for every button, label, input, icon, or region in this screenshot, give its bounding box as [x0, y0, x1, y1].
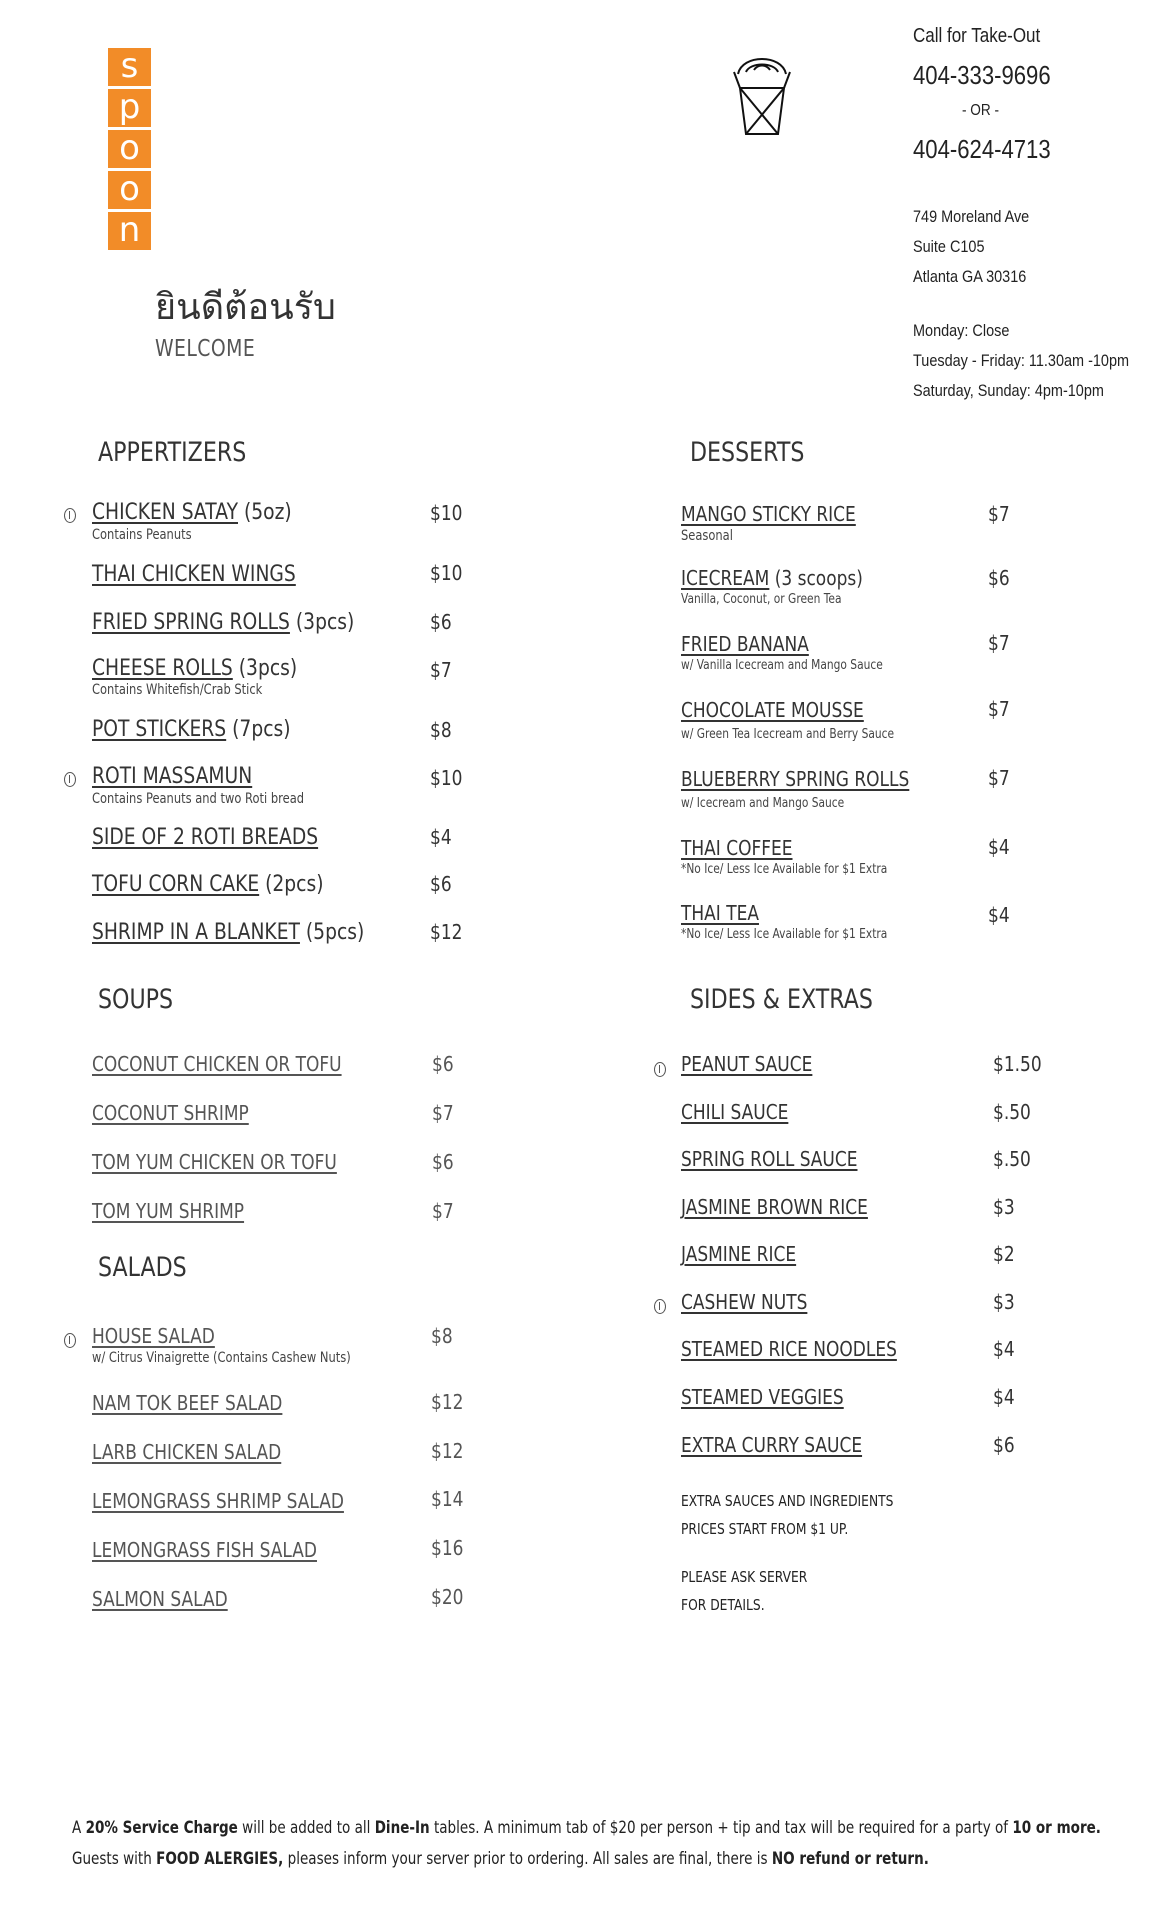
- item-price: $.50: [993, 1100, 1031, 1124]
- menu-item: [681, 1337, 897, 1361]
- hours-line: Saturday, Sunday: 4pm-10pm: [913, 381, 1104, 400]
- cashew-icon: [64, 1333, 76, 1348]
- item-extra: (5pcs): [299, 920, 365, 945]
- item-note: Contains Peanuts: [92, 527, 192, 543]
- phone-number[interactable]: 404-624-4713: [913, 134, 1051, 164]
- item-price: $7: [432, 1101, 454, 1125]
- item-price: $6: [430, 610, 452, 634]
- address-line: 749 Moreland Ave: [913, 207, 1030, 226]
- item-name: THAI TEA: [681, 901, 759, 925]
- item-price: $14: [431, 1487, 464, 1511]
- footer-bold: FOOD ALERGIES,: [156, 1849, 284, 1868]
- item-price: $8: [430, 718, 452, 742]
- footer-text: Guests with: [72, 1849, 157, 1868]
- item-extra: (3pcs): [232, 656, 298, 681]
- logo-letter: o: [108, 130, 151, 168]
- item-name: SALMON SALAD: [92, 1587, 228, 1611]
- menu-item: [92, 562, 296, 587]
- peanut-icon: [654, 1062, 666, 1077]
- footer-bold: NO refund or return.: [771, 1849, 929, 1868]
- item-name: LEMONGRASS SHRIMP SALAD: [92, 1489, 344, 1513]
- item-price: $4: [988, 835, 1010, 859]
- item-name: SIDE OF 2 ROTI BREADS: [92, 825, 319, 850]
- menu-item: [681, 1195, 868, 1219]
- item-price: $6: [432, 1052, 454, 1076]
- item-note: *No Ice/ Less Ice Available for $1 Extra: [681, 862, 888, 877]
- item-price: $12: [431, 1439, 464, 1463]
- menu-item: [681, 901, 759, 925]
- menu-item: [681, 767, 909, 791]
- item-extra: (5oz): [238, 500, 292, 525]
- or-label: - OR -: [962, 102, 1000, 119]
- item-name: CHICKEN SATAY: [92, 500, 239, 525]
- peanut-icon: [64, 508, 76, 523]
- item-price: $.50: [993, 1147, 1031, 1171]
- menu-item: [92, 1324, 215, 1348]
- item-price: $20: [431, 1585, 464, 1609]
- menu-item: [681, 1290, 807, 1314]
- item-name: THAI CHICKEN WINGS: [92, 562, 296, 587]
- menu-item: [92, 1199, 244, 1223]
- logo-letter: s: [108, 48, 151, 86]
- item-name: ROTI MASSAMUN: [92, 764, 253, 789]
- item-price: $6: [993, 1433, 1015, 1457]
- menu-item: [92, 825, 318, 850]
- logo-letter: p: [108, 89, 151, 127]
- item-name: JASMINE BROWN RICE: [681, 1195, 868, 1219]
- item-name: CHOCOLATE MOUSSE: [681, 698, 864, 722]
- item-price: $1.50: [993, 1052, 1042, 1076]
- address-line: Atlanta GA 30316: [913, 267, 1027, 286]
- item-name: HOUSE SALAD: [92, 1324, 215, 1348]
- menu-item: [681, 836, 793, 860]
- extras-note: FOR DETAILS.: [681, 1596, 765, 1614]
- item-name: SPRING ROLL SAUCE: [681, 1147, 858, 1171]
- footer-bold: Dine-In: [374, 1818, 430, 1837]
- menu-item: [92, 656, 297, 681]
- item-price: $8: [431, 1324, 453, 1348]
- item-name: THAI COFFEE: [681, 836, 793, 860]
- item-name: CHILI SAUCE: [681, 1100, 789, 1124]
- menu-item: [681, 698, 864, 722]
- item-name: EXTRA CURRY SAUCE: [681, 1433, 863, 1457]
- item-price: $16: [431, 1536, 464, 1560]
- menu-item: [681, 1242, 796, 1266]
- item-note: w/ Green Tea Icecream and Berry Sauce: [681, 727, 895, 742]
- item-price: $10: [430, 766, 463, 790]
- menu-item: [681, 1100, 788, 1124]
- item-note: *No Ice/ Less Ice Available for $1 Extra: [681, 927, 888, 942]
- menu-item: [681, 502, 856, 526]
- item-price: $10: [430, 501, 463, 525]
- menu-item: [681, 566, 863, 590]
- item-name: COCONUT SHRIMP: [92, 1101, 249, 1125]
- item-note: Contains Peanuts and two Roti bread: [92, 791, 305, 807]
- menu-item: [92, 1150, 337, 1174]
- menu-item: [92, 1538, 317, 1562]
- item-price: $4: [430, 825, 452, 849]
- allergy-note: [72, 1849, 929, 1868]
- item-name: BLUEBERRY SPRING ROLLS: [681, 767, 910, 791]
- item-extra: (7pcs): [226, 717, 291, 742]
- item-price: $7: [430, 658, 452, 682]
- extras-note: PRICES START FROM $1 UP.: [681, 1520, 849, 1538]
- item-note: Seasonal: [681, 528, 733, 544]
- item-name: PEANUT SAUCE: [681, 1052, 813, 1076]
- item-name: COCONUT CHICKEN OR TOFU: [92, 1052, 342, 1076]
- service-charge-note: [72, 1818, 1101, 1837]
- item-name: ICECREAM: [681, 566, 770, 590]
- cashew-icon: [654, 1299, 666, 1314]
- logo-letter: n: [108, 212, 151, 250]
- section-title-appetizers: APPERTIZERS: [98, 437, 247, 468]
- menu-item: [681, 632, 809, 656]
- item-price: $4: [993, 1337, 1015, 1361]
- footer-bold: 20% Service Charge: [85, 1818, 238, 1837]
- item-name: TOM YUM CHICKEN OR TOFU: [92, 1150, 337, 1174]
- footer-text: A: [72, 1818, 86, 1837]
- item-extra: (2pcs): [259, 872, 324, 897]
- item-name: JASMINE RICE: [681, 1242, 797, 1266]
- menu-item: [681, 1433, 862, 1457]
- item-name: LARB CHICKEN SALAD: [92, 1440, 282, 1464]
- item-price: $7: [432, 1199, 454, 1223]
- item-price: $6: [988, 566, 1010, 590]
- item-name: FRIED BANANA: [681, 632, 809, 656]
- hours-line: Tuesday - Friday: 11.30am -10pm: [913, 351, 1130, 370]
- menu-item: [681, 1385, 844, 1409]
- menu-item: [92, 1052, 342, 1076]
- item-name: FRIED SPRING ROLLS: [92, 610, 290, 635]
- footer-text: pleases inform your server prior to ordering. All sales are final, there is: [283, 1849, 772, 1868]
- menu-item: [92, 1489, 344, 1513]
- item-price: $4: [993, 1385, 1015, 1409]
- item-name: NAM TOK BEEF SALAD: [92, 1391, 283, 1415]
- hours-line: Monday: Close: [913, 321, 1010, 340]
- footer-bold: 10 or more.: [1012, 1818, 1101, 1837]
- item-price: $12: [430, 920, 463, 944]
- item-name: TOM YUM SHRIMP: [92, 1199, 245, 1223]
- item-name: STEAMED RICE NOODLES: [681, 1337, 897, 1361]
- takeout-box-icon: [728, 58, 796, 138]
- address-line: Suite C105: [913, 237, 985, 256]
- item-note: w/ Citrus Vinaigrette (Contains Cashew Nuts): [92, 1350, 351, 1366]
- logo-letter: o: [108, 171, 151, 209]
- item-name: MANGO STICKY RICE: [681, 502, 856, 526]
- menu-item: [92, 500, 292, 525]
- item-note: w/ Icecream and Mango Sauce: [681, 796, 845, 811]
- menu-item: [92, 717, 291, 742]
- phone-number[interactable]: 404-333-9696: [913, 60, 1051, 90]
- item-price: $2: [993, 1242, 1015, 1266]
- menu-item: [92, 920, 364, 945]
- welcome-english: WELCOME: [155, 336, 256, 362]
- item-name: SHRIMP IN A BLANKET: [92, 920, 300, 945]
- item-price: $7: [988, 631, 1010, 655]
- section-title-sides: SIDES & EXTRAS: [690, 984, 874, 1015]
- section-title-soups: SOUPS: [98, 984, 174, 1015]
- welcome-thai: ยินดีต้อนรับ: [155, 287, 336, 328]
- item-note: w/ Vanilla Icecream and Mango Sauce: [681, 658, 883, 673]
- menu-item: [92, 1101, 249, 1125]
- menu-item: [681, 1052, 812, 1076]
- item-price: $6: [432, 1150, 454, 1174]
- spoon-logo: [108, 48, 151, 253]
- call-label: Call for Take-Out: [913, 25, 1041, 47]
- extras-note: EXTRA SAUCES AND INGREDIENTS: [681, 1492, 894, 1510]
- footer-text: will be added to all: [237, 1818, 375, 1837]
- menu-item: [92, 1391, 282, 1415]
- item-name: CASHEW NUTS: [681, 1290, 808, 1314]
- item-name: CHEESE ROLLS: [92, 656, 233, 681]
- item-price: $12: [431, 1390, 464, 1414]
- item-note: Contains Whitefish/Crab Stick: [92, 682, 263, 698]
- section-title-salads: SALADS: [98, 1252, 187, 1283]
- item-name: STEAMED VEGGIES: [681, 1385, 844, 1409]
- item-extra: (3pcs): [289, 610, 355, 635]
- item-name: TOFU CORN CAKE: [92, 872, 260, 897]
- item-price: $3: [993, 1290, 1015, 1314]
- item-price: $3: [993, 1195, 1015, 1219]
- item-note: Vanilla, Coconut, or Green Tea: [681, 592, 842, 607]
- peanut-icon: [64, 772, 76, 787]
- menu-item: [92, 872, 324, 897]
- item-name: POT STICKERS: [92, 717, 227, 742]
- item-price: $6: [430, 872, 452, 896]
- extras-note: PLEASE ASK SERVER: [681, 1568, 808, 1586]
- footer-text: tables. A minimum tab of $20 per person + tip and tax will be required for a party of: [429, 1818, 1013, 1837]
- item-price: $7: [988, 502, 1010, 526]
- menu-item: [92, 1440, 281, 1464]
- item-price: $7: [988, 697, 1010, 721]
- section-title-desserts: DESSERTS: [690, 437, 805, 468]
- menu-item: [681, 1147, 857, 1171]
- menu-item: [92, 1587, 228, 1611]
- item-price: $7: [988, 766, 1010, 790]
- item-extra: (3 scoops): [769, 566, 863, 590]
- menu-item: [92, 764, 252, 789]
- item-name: LEMONGRASS FISH SALAD: [92, 1538, 317, 1562]
- menu-item: [92, 610, 354, 635]
- item-price: $4: [988, 903, 1010, 927]
- item-price: $10: [430, 561, 463, 585]
